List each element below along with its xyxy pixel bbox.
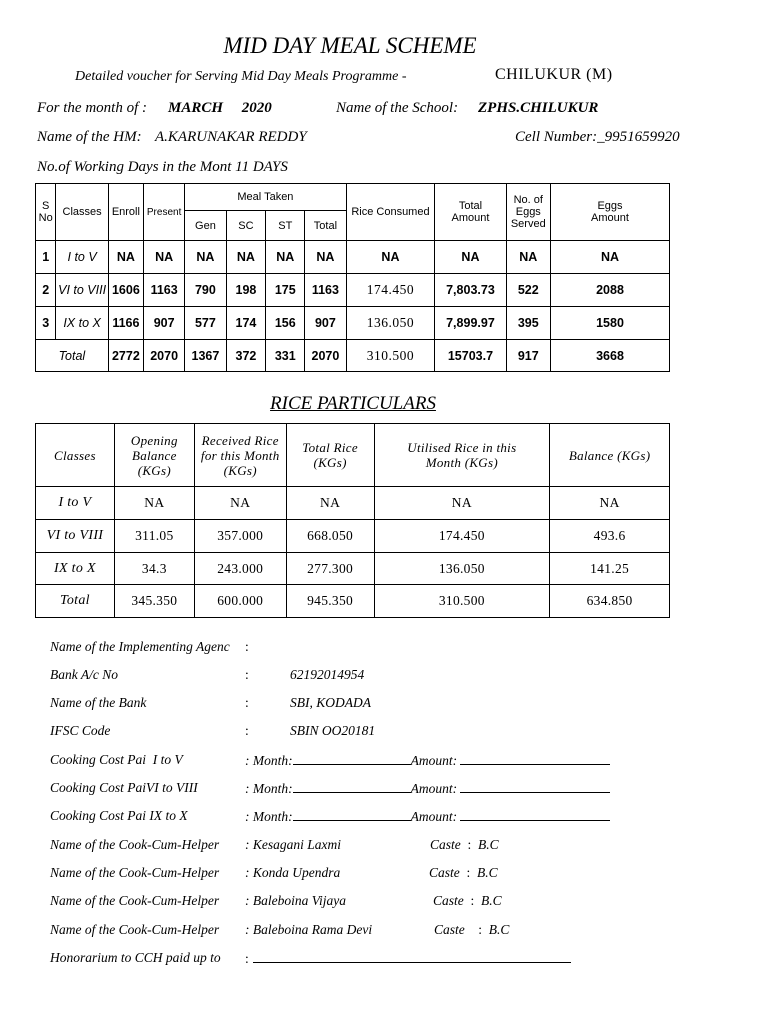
cell: 3 [36,307,56,340]
amount-text: Amount: [410,781,458,796]
header-total: Total [305,211,346,241]
honorarium-blank [253,950,571,963]
school-value: ZPHS.CHILUKUR [478,100,599,116]
amount-text: Amount: [410,809,458,824]
cell: 2772 [108,340,143,372]
cell: NA [435,241,506,274]
honorarium-entry [245,950,571,967]
cell-label: Cell Number:_ [515,129,605,145]
bank-value: SBI, KODADA [290,695,371,710]
rice-table [35,423,670,618]
cch-label: Name of the Cook-Cum-Helper [50,893,220,908]
table-row [36,274,670,307]
header-sc: SC [226,211,266,241]
caste-value: B.C [478,837,499,852]
header-meal-taken: Meal Taken [185,184,346,211]
cell: 15703.7 [435,340,506,372]
cell: NA [226,241,266,274]
cell: 277.300 [286,553,374,585]
rice-header: Utilised Rice in this Month (KGs) [374,424,550,487]
bank-ac-label: Bank A/c No [50,667,118,682]
cooking-cost-entry [245,752,610,769]
school-label: Name of the School: [336,100,459,116]
cell: I to V [56,241,108,274]
caste-label: Caste [429,865,460,880]
caste-value: B.C [488,922,510,937]
caste-value: B.C [477,865,498,880]
mandal-name: CHILUKUR (M) [495,66,613,83]
cell: 907 [305,307,346,340]
cook-name: : Kesagani Laxmi [245,837,341,852]
cell: 141.25 [550,553,670,585]
rice-header: Classes [36,424,115,487]
header-total-amount: Total Amount [435,184,506,241]
cook-name: : Baleboina Vijaya [245,893,346,908]
cell: 156 [266,307,305,340]
cell: 790 [185,274,226,307]
cell: 136.050 [346,307,435,340]
header-classes: Classes [56,184,108,241]
cook-name: : Baleboina Rama Devi [245,922,373,937]
cch-label: Name of the Cook-Cum-Helper [50,837,220,852]
table-total-row [36,340,670,372]
cch-label: Name of the Cook-Cum-Helper [50,865,220,880]
cell: 310.500 [346,340,435,372]
meal-table [35,183,670,372]
cooking-cost-label: Cooking Cost Pai I to V [50,752,183,767]
hm-label: Name of the HM: [37,129,142,145]
cell: VI to VIII [36,520,115,553]
cell: 1606 [108,274,143,307]
cell: NA [108,241,143,274]
header-st: ST [266,211,305,241]
cch-label: Name of the Cook-Cum-Helper [50,922,220,937]
cell: 372 [226,340,266,372]
amount-blank [460,780,610,793]
cell: Total [36,585,115,618]
bank-ac-value: 62192014954 [290,667,365,682]
header-enroll: Enroll [108,184,143,241]
cell: 174.450 [346,274,435,307]
cooking-cost-entry [245,780,610,797]
cell: 174 [226,307,266,340]
cell: 310.500 [374,585,550,618]
caste-value: B.C [481,893,502,908]
rice-header: Balance (KGs) [550,424,670,487]
cell: 1 [36,241,56,274]
cell: 2070 [305,340,346,372]
cooking-cost-label: Cooking Cost PaiVI to VIII [50,780,198,795]
separator: : [245,667,249,682]
separator: : [245,639,249,654]
month-text: : Month: [245,753,293,768]
cook-caste: Caste : B.C [429,865,498,880]
cell: 175 [266,274,305,307]
cell: 600.000 [194,585,286,618]
month-blank [293,780,411,793]
cell: 522 [506,274,550,307]
cell: 917 [506,340,550,372]
cell: 1367 [185,340,226,372]
cell: NA [346,241,435,274]
caste-label: Caste [433,893,464,908]
cell: 3668 [551,340,670,372]
cell: 907 [143,307,184,340]
cell: NA [550,487,670,520]
amount-blank [460,808,610,821]
cell: 1163 [305,274,346,307]
cook-caste: Caste : B.C [430,837,499,852]
cell: NA [551,241,670,274]
cell: 634.850 [550,585,670,618]
month-blank [293,808,411,821]
cell: NA [114,487,194,520]
table-row [36,241,670,274]
page-title: MID DAY MEAL SCHEME [223,33,477,58]
header-eggs-served: No. of Eggs Served [506,184,550,241]
table-row [36,520,670,553]
cell: IX to X [36,553,115,585]
cell: 2088 [551,274,670,307]
cell: NA [185,241,226,274]
cell: 493.6 [550,520,670,553]
cell: NA [143,241,184,274]
hm-value: A.KARUNAKAR REDDY [155,129,307,145]
rice-header: Opening Balance (KGs) [114,424,194,487]
cook-name: : Konda Upendra [245,865,341,880]
working-days: No.of Working Days in the Mont 11 DAYS [37,159,288,175]
cell: 395 [506,307,550,340]
cell: IX to X [56,307,108,340]
cell: Total [36,340,109,372]
cell: 577 [185,307,226,340]
header-sno: S No [36,184,56,241]
month-value: MARCH 2020 [168,100,272,116]
cell: NA [506,241,550,274]
caste-label: Caste [430,837,461,852]
month-text: : Month: [245,809,293,824]
cell: 311.05 [114,520,194,553]
cell: 198 [226,274,266,307]
cell: 2070 [143,340,184,372]
cell: NA [286,487,374,520]
header-rice-consumed: Rice Consumed [346,184,435,241]
cell: 945.350 [286,585,374,618]
amount-blank [460,752,610,765]
table-row [36,307,670,340]
cell: 136.050 [374,553,550,585]
cell: 243.000 [194,553,286,585]
separator: : [245,723,249,738]
ifsc-value: SBIN OO20181 [290,723,376,738]
table-row [36,553,670,585]
rice-header: Received Rice for this Month (KGs) [194,424,286,487]
honorarium-label: Honorarium to CCH paid up to [50,950,221,965]
cell: NA [305,241,346,274]
header-eggs-amount: Eggs Amount [551,184,670,241]
cell: 1166 [108,307,143,340]
cell: 1580 [551,307,670,340]
cooking-cost-label: Cooking Cost Pai IX to X [50,808,188,823]
cell-number [515,129,680,146]
cell: 345.350 [114,585,194,618]
rice-header: Total Rice (KGs) [286,424,374,487]
cell: 1163 [143,274,184,307]
cell: I to V [36,487,115,520]
header-gen: Gen [185,211,226,241]
cell: 174.450 [374,520,550,553]
caste-label: Caste [434,922,465,937]
table-total-row [36,585,670,618]
cell: 668.050 [286,520,374,553]
month-text: : Month: [245,781,293,796]
subtitle: Detailed voucher for Serving Mid Day Meals Programme - [75,69,407,84]
cell: NA [194,487,286,520]
ifsc-label: IFSC Code [50,723,111,738]
cell: 357.000 [194,520,286,553]
amount-text: Amount: [410,753,458,768]
cell: 7,803.73 [435,274,506,307]
separator: : [245,951,249,966]
cell: VI to VIII [56,274,108,307]
month-blank [293,752,411,765]
cell: NA [266,241,305,274]
cell: NA [374,487,550,520]
cell: 331 [266,340,305,372]
cell: 7,899.97 [435,307,506,340]
rice-title: RICE PARTICULARS [270,393,436,414]
month-label: For the month of : [37,100,147,116]
table-row [36,487,670,520]
cell: 34.3 [114,553,194,585]
header-present: Present [143,184,184,241]
cell: 2 [36,274,56,307]
agency-label: Name of the Implementing Agenc [50,639,230,654]
cook-caste: Caste : B.C [434,922,510,937]
bank-label: Name of the Bank [50,695,147,710]
cook-caste: Caste : B.C [433,893,502,908]
separator: : [245,695,249,710]
cooking-cost-entry [245,808,610,825]
cell-value: 9951659920 [604,129,680,145]
